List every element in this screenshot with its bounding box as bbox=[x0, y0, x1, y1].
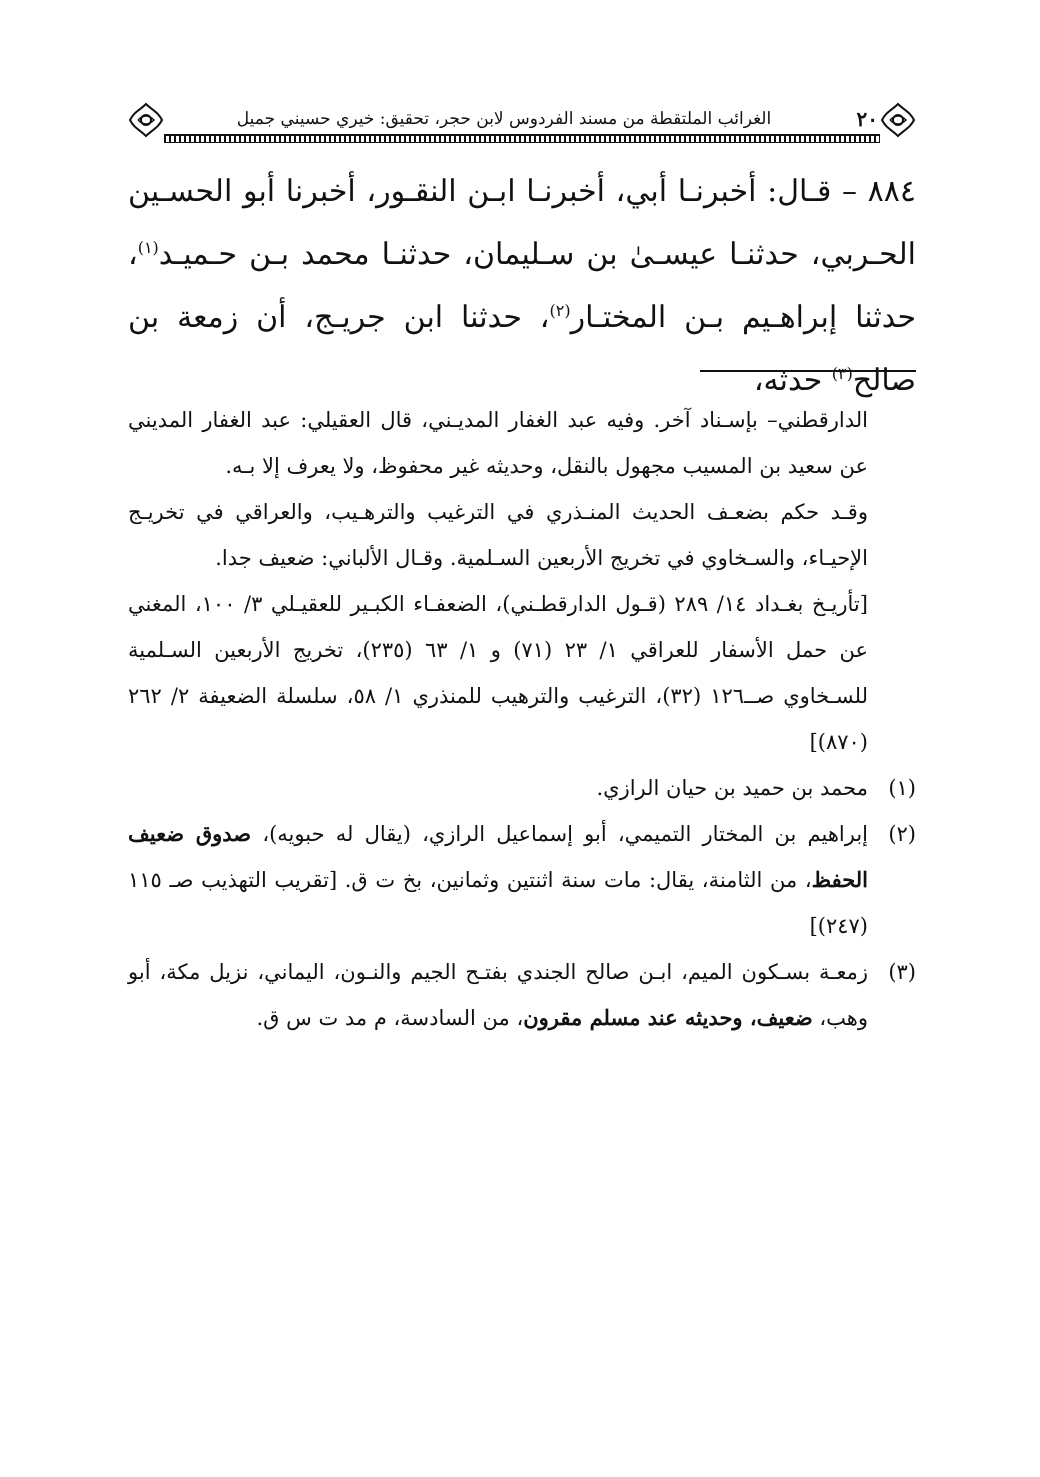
footnote-ref[interactable]: (٣) bbox=[831, 364, 853, 383]
hadith-paragraph bbox=[128, 160, 916, 412]
footnote-item bbox=[128, 949, 916, 1041]
footnote-item bbox=[128, 811, 916, 949]
footnote-text-part: ، من السادسة، م مد ت س ق. bbox=[256, 1006, 524, 1030]
hadith-number: ٨٨٤ bbox=[867, 174, 916, 209]
footnote-ref[interactable]: (١) bbox=[137, 238, 159, 257]
ornament-icon bbox=[880, 102, 916, 138]
footnote-number: (٣) bbox=[888, 960, 916, 984]
footnote-verdict: ضعيف، وحديثه عند مسلم مقرون bbox=[523, 1005, 813, 1030]
footnote-continuation bbox=[128, 397, 868, 765]
footnote-text-part: زمعـة بسـكون الميم، ابـن صالح الجندي بفتـح الجيم والنـون، اليماني، نزيل مكة، أبو وهب، bbox=[128, 960, 868, 1030]
running-title: الغرائب الملتقطة من مسند الفردوس لابن حجر، تحقيق: خيري حسيني جميل bbox=[236, 109, 772, 129]
ornament-icon bbox=[128, 102, 164, 138]
hadith-text-part: حدثه، bbox=[753, 363, 832, 398]
page-number: ٢٠ bbox=[856, 107, 878, 131]
hadith-text-part: – قـال: أخبرنـا أبي، أخبرنـا ابـن النقـور، أخبرنا أبو الحسـين الحـربي، حدثنـا عيسـىٰ بن سـليمان، حدثنـا محمد بـن حـميـد bbox=[128, 174, 916, 272]
footnote-text bbox=[128, 811, 868, 949]
footnotes bbox=[128, 397, 916, 1041]
footnote-ref[interactable]: (٢) bbox=[549, 301, 571, 320]
footnote-text bbox=[128, 949, 868, 1041]
footnote-number: (٢) bbox=[888, 822, 916, 846]
footnote-paragraph: وقـد حكم بضعـف الحديث المنـذري في الترغيب والترهـيب، والعراقي في تخريـج الإحيـاء، والسـخاوي في تخريج الأربعين السـلمية. وقـال الألباني: ضعيف جدا. bbox=[128, 500, 868, 570]
footnote-text-part: ، من الثامنة، يقال: مات سنة اثنتين وثمانين، بخ ت ق. [تقريب التهذيب صـ ١١٥ (٢٤٧)] bbox=[128, 868, 868, 938]
footnote-number: (١) bbox=[888, 776, 916, 800]
footnote-item bbox=[128, 765, 916, 811]
hadith-text bbox=[128, 160, 916, 412]
footnote-paragraph: [تأريـخ بغـداد ١٤/ ٢٨٩ (قـول الدارقطـني)، الضعفـاء الكبـير للعقيـلي ٣/ ١٠٠، المغني عن حمل الأسفار للعراقي ١/ ٢٣ (٧١) و ١/ ٦٣ (٢٣٥)، تخريج الأربعين السـلمية للسـخاوي صــ١٢٦ (٣٢)، الترغيب والترهيب للمنذري ١/ ٥٨، سلسلة الضعيفة ٢/ ٢٦٢ (٨٧٠)] bbox=[128, 592, 868, 754]
footnote-verdict: صدوق ضعيف الحفظ bbox=[128, 821, 868, 892]
page-header bbox=[128, 98, 916, 144]
hadith-text-part: ، حدثنا إبراهـيم بـن المختـار bbox=[128, 237, 916, 335]
hadith-text-part: ، حدثنا ابن جريـج، أن زمعة بن صالح bbox=[128, 300, 916, 398]
footnote-separator bbox=[700, 370, 916, 372]
header-rule bbox=[164, 134, 880, 143]
footnote-text-part: إبراهيم بن المختار التميمي، أبو إسماعيل الرازي، (يقال له حبويه)، bbox=[251, 822, 868, 846]
footnote-paragraph: الدارقطني– بإسـناد آخر. وفيه عبد الغفار المديـني، قال العقيلي: عبد الغفار المديني عن سعيد بن المسيب مجهول بالنقل، وحديثه غير محفوظ، ولا يعرف إلا بـه. bbox=[128, 408, 868, 478]
footnote-text: محمد بن حميد بن حيان الرازي. bbox=[596, 776, 868, 800]
